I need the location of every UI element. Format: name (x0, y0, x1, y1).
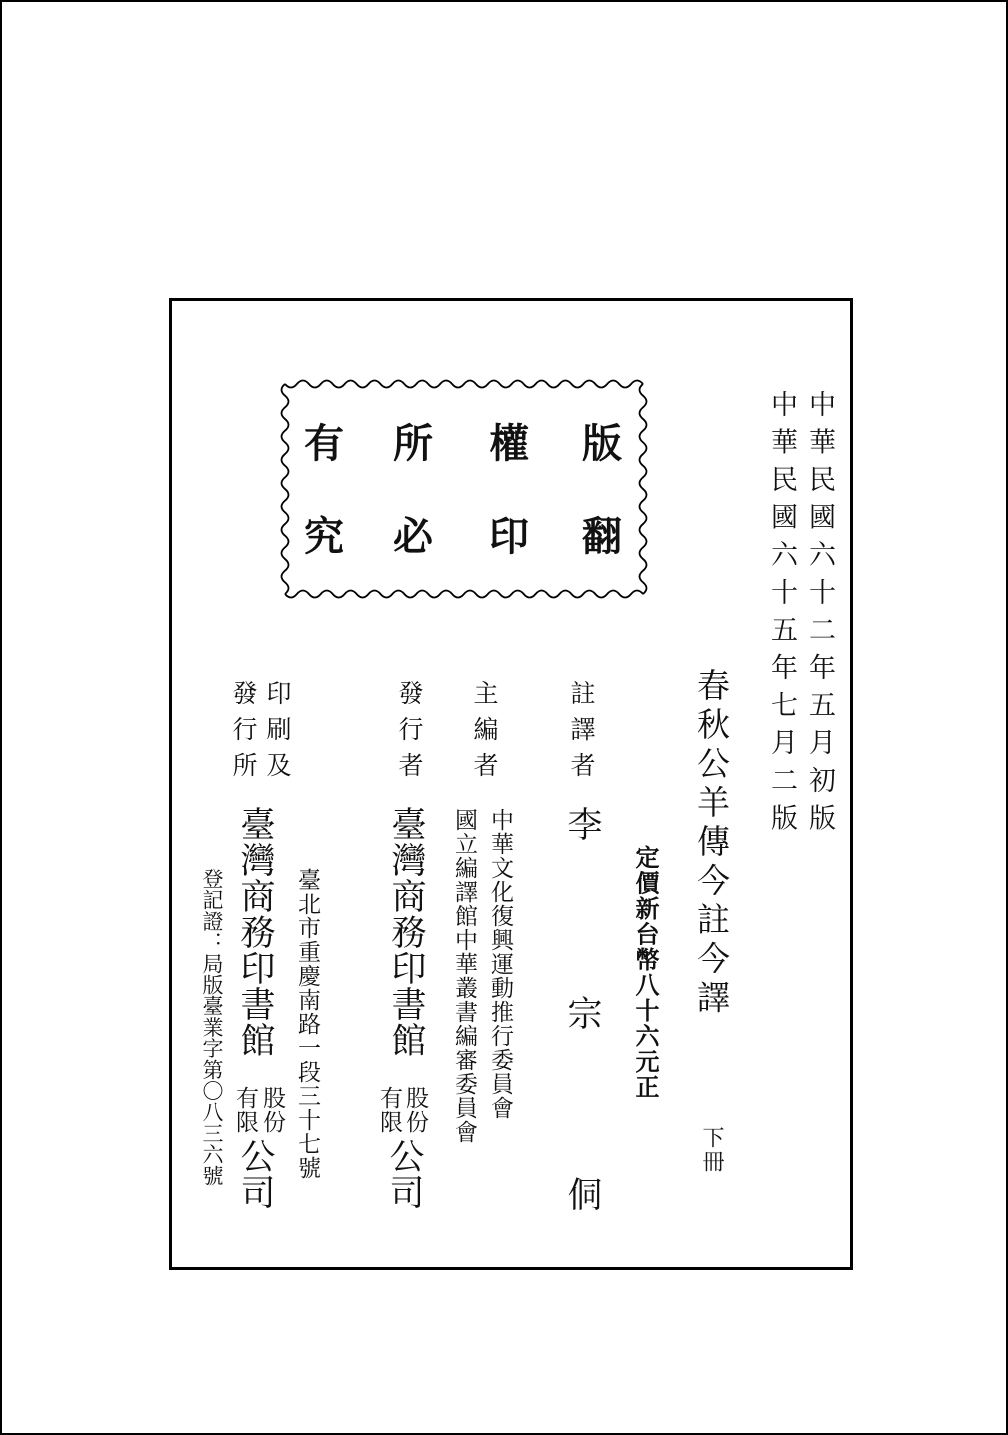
printer-label: 印刷及 (263, 680, 292, 788)
registration-number: 登記證：局版臺業字第〇八三六號 (200, 868, 224, 1186)
price: 定價新台幣八十六元正 (631, 845, 660, 1100)
volume-label: 下冊 (699, 1126, 724, 1174)
copyright-char: 究 (304, 513, 344, 560)
seal-border-edge (285, 591, 643, 598)
translator-label: 註譯者 (567, 680, 596, 788)
seal-border-edge (285, 381, 643, 388)
printer-suffix: 公司 (235, 1138, 275, 1210)
seal-border-edge (640, 384, 647, 594)
second-edition-date: 中華民國六十五年七月二版 (766, 390, 797, 842)
first-edition-date: 中華民國六十二年五月初版 (804, 390, 835, 842)
translator-name-char: 宗 (562, 995, 602, 1030)
publisher-name: 臺灣商務印書館 (386, 806, 426, 1058)
publisher-label: 發行者 (395, 680, 424, 788)
editor-org-1: 中華文化復興運動推行委員會 (487, 808, 513, 1120)
printer-name: 臺灣商務印書館 (235, 806, 275, 1058)
printer-address: 臺北市重慶南路一段三十七號 (294, 868, 320, 1180)
printer-suffix: 有限 (232, 1086, 258, 1134)
editor-label: 主編者 (470, 680, 499, 788)
copyright-char: 有 (304, 420, 344, 467)
editor-org-2: 國立編譯館中華叢書編審委員會 (451, 808, 477, 1144)
printer-suffix: 股份 (259, 1086, 285, 1134)
copyright-char: 必 (393, 513, 433, 560)
copyright-seal (279, 378, 649, 600)
printer-label: 發行所 (229, 680, 258, 788)
copyright-char: 權 (489, 420, 529, 467)
publisher-suffix: 股份 (402, 1086, 428, 1134)
copyright-char: 所 (393, 420, 433, 467)
copyright-char: 印 (489, 513, 529, 560)
copyright-char: 版 (582, 420, 622, 467)
translator-name-char: 侗 (562, 1176, 602, 1211)
publisher-suffix: 公司 (384, 1138, 424, 1210)
copyright-char: 翻 (582, 513, 622, 560)
publisher-suffix: 有限 (376, 1086, 402, 1134)
seal-border-edge (282, 384, 289, 594)
translator-name-char: 李 (562, 806, 602, 841)
seal-wavy-border (279, 378, 649, 600)
book-title: 春秋公羊傳今註今譯 (692, 668, 731, 1019)
